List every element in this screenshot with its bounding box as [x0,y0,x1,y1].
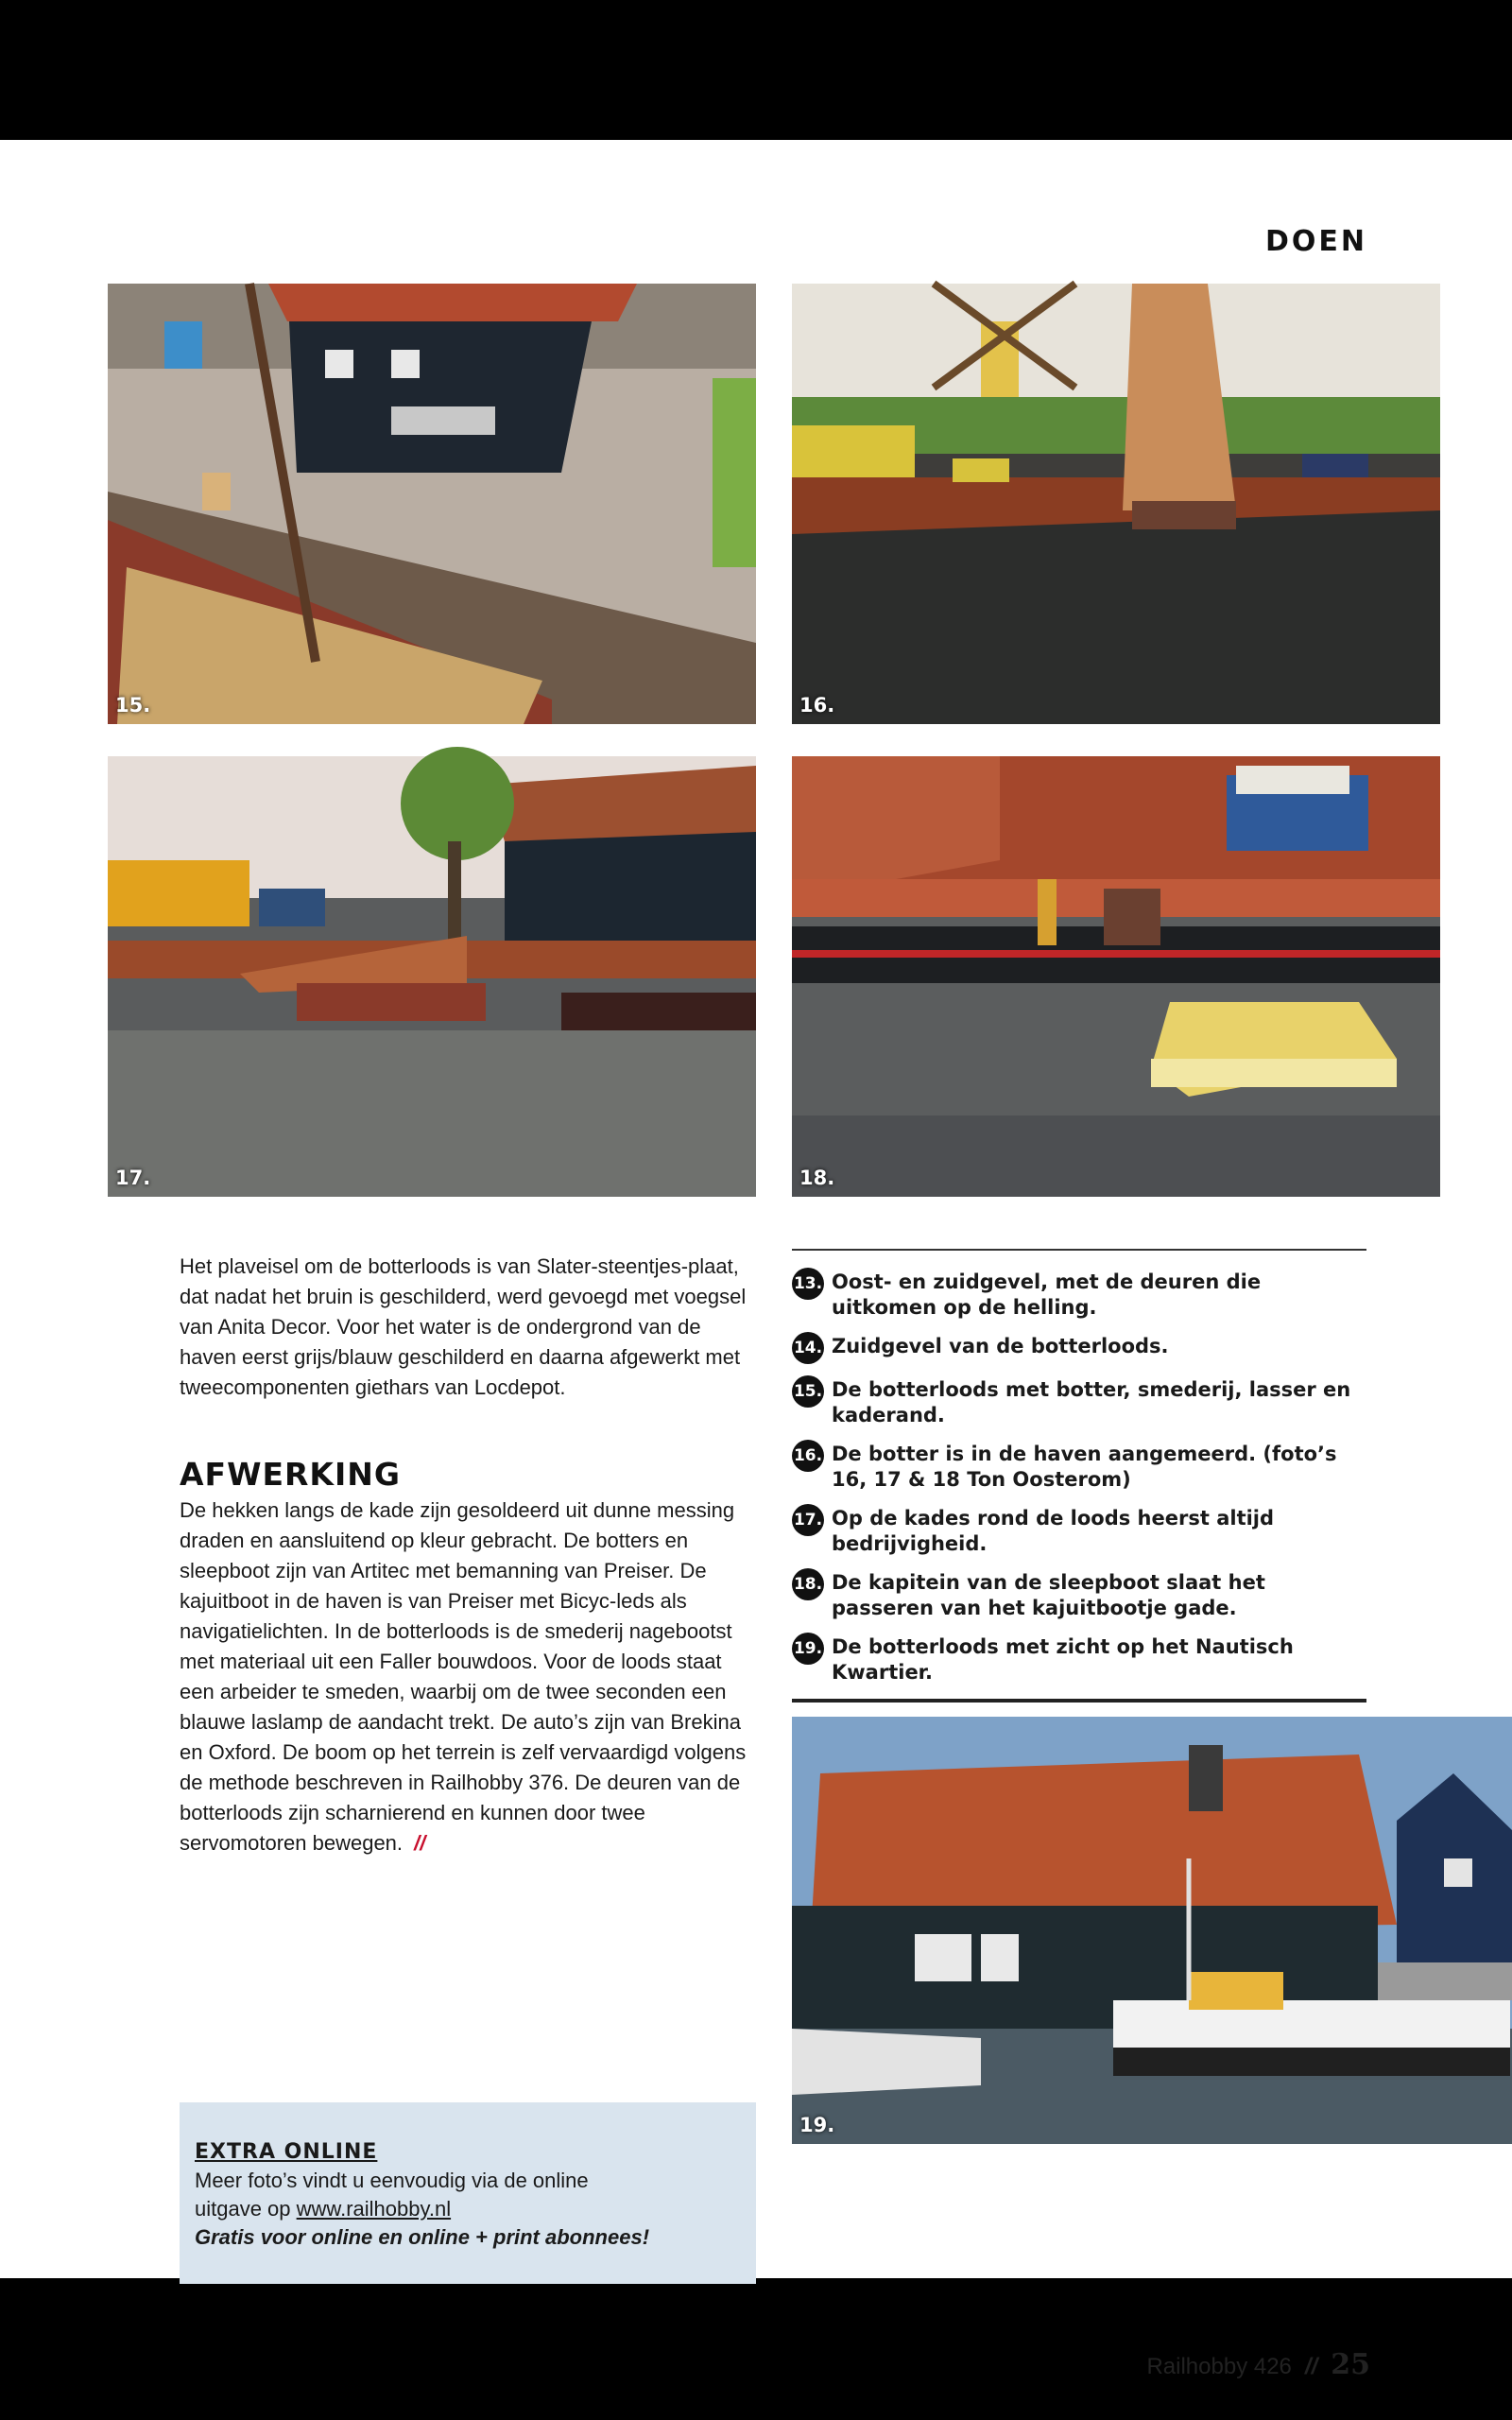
extra-online-title: EXTRA ONLINE [195,2140,378,2164]
photo-18-label: 18. [799,1167,835,1189]
photo-18-image [792,756,1440,1197]
photo-16-image [792,284,1440,724]
section-label: DOEN [1264,225,1367,258]
photo-16-label: 16. [799,694,835,717]
caption-text: Oost- en zuidgevel, met de deuren die uitkomen op de helling. [832,1270,1262,1319]
caption-item [792,1634,1366,1685]
footer-separator: // [1304,2354,1318,2379]
caption-item [792,1442,1366,1493]
page-footer [1146,2348,1370,2381]
caption-number: 16. [792,1440,824,1472]
extra-online-note: Gratis voor online en online + print abonnees! [195,2225,650,2249]
section-heading: AFWERKING [180,1456,401,1493]
photo-19-label: 19. [799,2114,835,2136]
caption-number: 13. [792,1268,824,1300]
caption-item [792,1270,1366,1321]
caption-text: Op de kades rond de loods heerst altijd bedrijvigheid. [832,1507,1275,1555]
photo-17-label: 17. [115,1167,151,1189]
photo-18 [792,756,1440,1197]
magazine-name: Railhobby 426 [1146,2354,1292,2379]
afwerking-paragraph [180,1495,756,1858]
railhobby-link[interactable]: www.railhobby.nl [296,2197,452,2221]
caption-item [792,1570,1366,1621]
intro-paragraph: Het plaveisel om de botterloods is van Slater-steentjes-plaat, dat nadat het bruin is geschilderd, werd gevoegd met voegsel van Anita Decor. Voor het water is de ondergrond van de haven eerst grijs/blauw geschilderd en daarna afgewerkt met tweecomponenten giethars van Locdepot. [180,1254,747,1399]
caption-text: Zuidgevel van de botterloods. [832,1335,1169,1357]
caption-item [792,1334,1366,1364]
photo-15 [108,284,756,724]
extra-online-box [180,2102,756,2284]
caption-number: 18. [792,1568,824,1600]
photo-16 [792,284,1440,724]
photo-19 [792,1717,1512,2144]
caption-item [792,1506,1366,1557]
photo-17-image [108,756,756,1197]
caption-list [792,1249,1366,1703]
caption-item [792,1377,1366,1428]
page-number: 25 [1331,2348,1370,2381]
caption-number: 17. [792,1504,824,1536]
caption-text: De botter is in de haven aangemeerd. (foto’s 16, 17 & 18 Ton Oosterom) [832,1443,1337,1491]
end-mark: // [414,1831,426,1855]
photo-19-image [792,1717,1512,2144]
caption-number: 14. [792,1332,824,1364]
photo-15-label: 15. [115,694,151,717]
caption-number: 19. [792,1633,824,1665]
extra-online-line1: Meer foto’s vindt u eenvoudig via de online [195,2169,589,2192]
afwerking-text: De hekken langs de kade zijn gesoldeerd uit dunne messing draden en aansluitend op kleur gebracht. De botters en sleepboot zijn van Artitec met bemanning van Preiser. De kajuitboot in de haven is van Preiser met Bicyc-leds als navigatielichten. In de botterloods is de smederij nagebootst met materiaal uit een Faller bouwdoos. Voor de loods staat een arbeider te smeden, waarbij om de twee seconden een blauwe laslamp de aandacht trekt. De auto’s zijn van Brekina en Oxford. De boom op het terrein is zelf vervaardigd volgens de methode beschreven in Railhobby 376. De deuren van de botterloods zijn scharnierend en kunnen door twee servomotoren bewegen. [180,1498,747,1855]
caption-number: 15. [792,1375,824,1408]
caption-text: De botterloods met botter, smederij, lasser en kaderand. [832,1378,1351,1426]
photo-15-image [108,284,756,724]
extra-online-prefix: uitgave op [195,2197,297,2221]
magazine-page [0,140,1512,2381]
caption-text: De kapitein van de sleepboot slaat het passeren van het kajuitbootje gade. [832,1571,1265,1619]
extra-online-line2 [195,2195,741,2223]
caption-text: De botterloods met zicht op het Nautisch Kwartier. [832,1635,1294,1684]
photo-17 [108,756,756,1197]
